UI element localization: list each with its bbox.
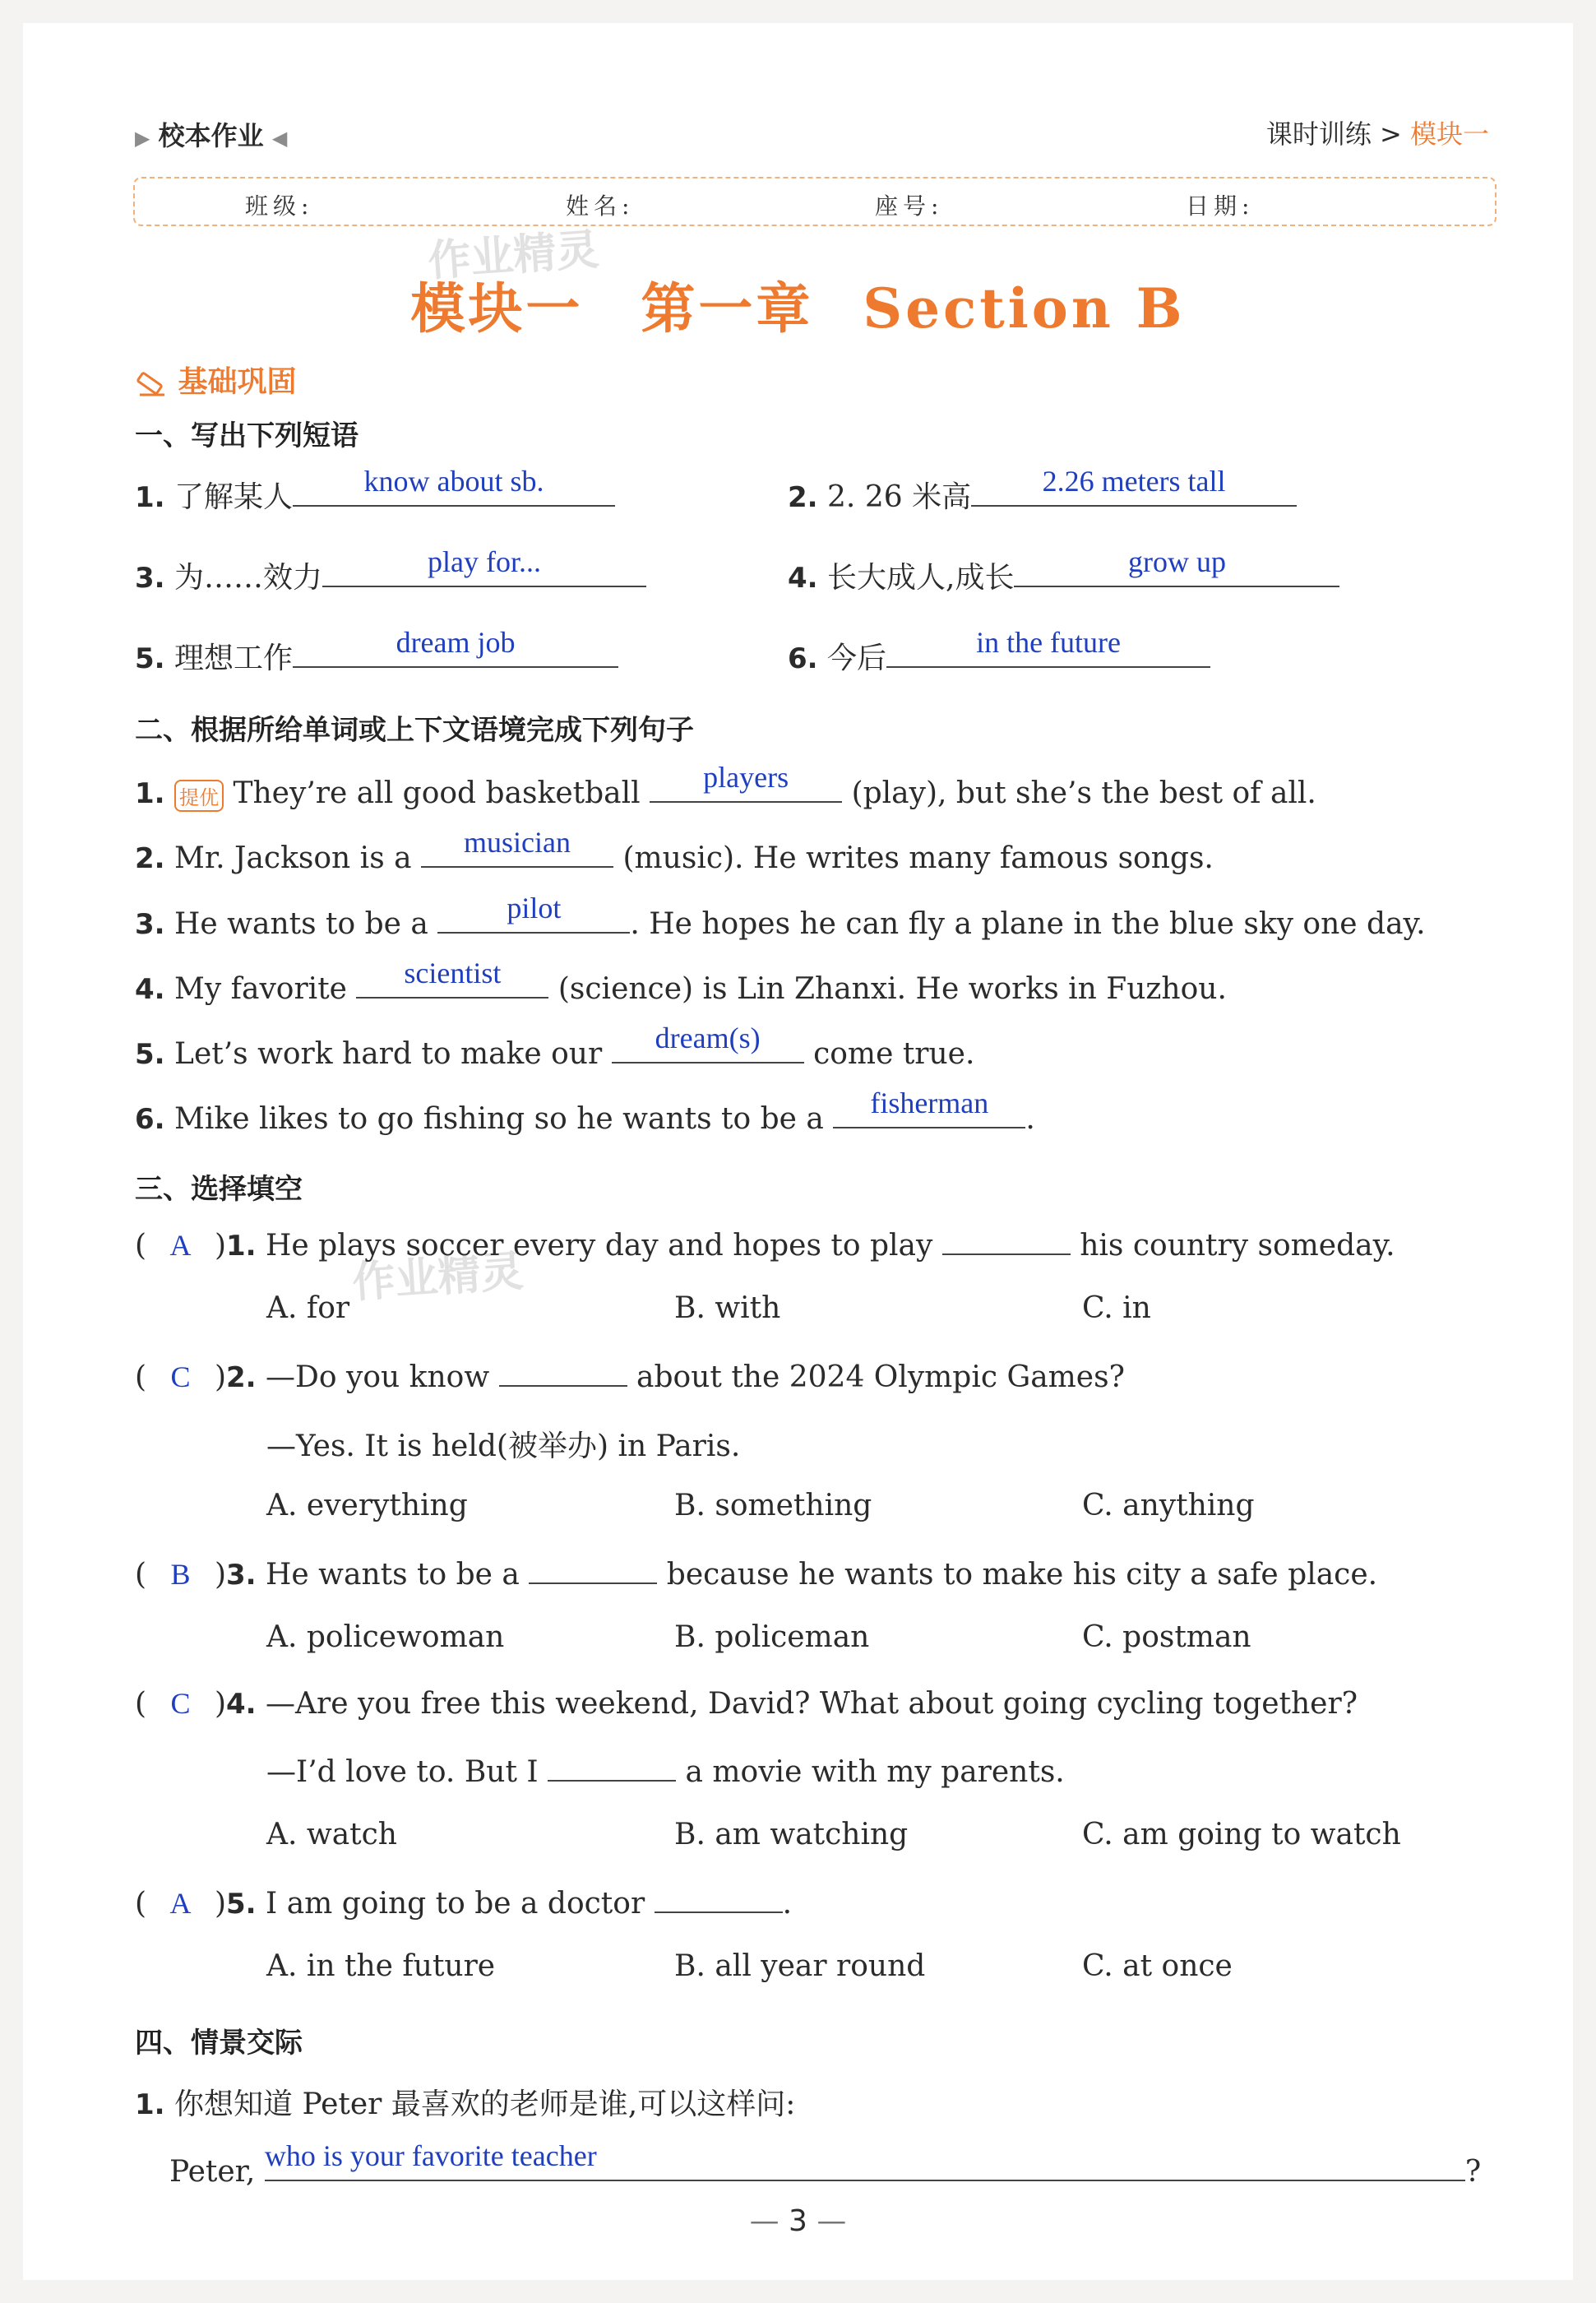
option-a[interactable]: A. in the future <box>266 1949 496 1983</box>
item-number: 4. <box>226 1688 257 1721</box>
s1-item <box>135 465 615 516</box>
answer-blank[interactable] <box>650 761 842 803</box>
question-line2: —Yes. It is held(被举办) in Paris. <box>266 1430 741 1463</box>
title-part2: 第一章 <box>641 277 814 341</box>
watermark: 作业精灵 <box>426 225 601 287</box>
answer-text: players <box>703 761 789 794</box>
item-number: 6. <box>135 1103 165 1136</box>
answer-blank[interactable] <box>1014 545 1339 587</box>
question-post: his country someday. <box>1080 1229 1395 1263</box>
paren-open: ( <box>135 1360 147 1394</box>
item-number: 5. <box>135 1038 165 1071</box>
header-right-module: 模块一 <box>1409 118 1489 150</box>
page-number-value: 3 <box>789 2204 807 2238</box>
question-line2 <box>266 1752 1065 1789</box>
question-pre: —Are you free this weekend, David? What about going cycling together? <box>266 1687 1358 1721</box>
question-blank <box>548 1752 676 1782</box>
option-b[interactable]: B. am watching <box>674 1818 909 1851</box>
question-pre: He plays soccer every day and hopes to play <box>266 1229 933 1263</box>
mc-answer[interactable]: C <box>170 1360 191 1393</box>
paren-close: ) <box>214 1558 226 1592</box>
answer-blank[interactable] <box>833 1087 1025 1128</box>
paren-close: ) <box>214 1229 226 1263</box>
question-pre: —Do you know <box>266 1360 490 1394</box>
answer-text: dream(s) <box>655 1022 761 1054</box>
triangle-left-icon: ◀ <box>271 127 288 150</box>
seat-label: 座号: <box>875 192 944 220</box>
answer-text: musician <box>464 826 571 859</box>
question-blank <box>499 1357 627 1387</box>
answer-text: 2.26 meters tall <box>1042 465 1226 498</box>
mc-answer[interactable]: B <box>170 1558 191 1591</box>
s2-item <box>135 826 1214 875</box>
mc-answer[interactable]: A <box>169 1887 192 1920</box>
item-number: 4. <box>135 973 165 1006</box>
option-c[interactable]: C. at once <box>1082 1949 1233 1983</box>
question-post: because he wants to make his city a safe place. <box>666 1558 1378 1592</box>
answer-text: in the future <box>976 626 1122 659</box>
page-number: — 3 — <box>749 2204 847 2238</box>
paren-open: ( <box>135 1229 147 1263</box>
answer-blank[interactable] <box>421 826 613 868</box>
paren-open: ( <box>135 1687 147 1721</box>
student-info-box <box>133 177 1497 226</box>
item-number: 1. <box>226 1230 257 1263</box>
answer-text: pilot <box>507 892 562 924</box>
answer-text: scientist <box>404 957 502 989</box>
item-question: 为……效力 <box>174 561 323 595</box>
answer-text: play for... <box>428 545 542 578</box>
s2-item <box>135 1022 975 1071</box>
mc-answer[interactable]: A <box>169 1229 192 1262</box>
answer-blank[interactable] <box>971 465 1297 507</box>
title-part3: Section B <box>863 276 1186 341</box>
answer-text: dream job <box>396 626 516 659</box>
pencil-icon <box>135 367 168 400</box>
triangle-right-icon: ▶ <box>135 127 150 150</box>
watermark: 作业精灵 <box>350 1246 525 1309</box>
answer-blank[interactable] <box>293 465 615 507</box>
header-left-label: 校本作业 <box>158 120 264 151</box>
item-number: 1. <box>135 2088 165 2121</box>
question-blank <box>942 1226 1071 1255</box>
title-part1: 模块一 <box>410 277 584 341</box>
paren-close: ) <box>214 1360 226 1394</box>
option-c[interactable]: C. anything <box>1082 1489 1255 1522</box>
question-pre: I am going to be a doctor <box>266 1887 645 1921</box>
s2-item <box>135 761 1316 812</box>
paren-close: ) <box>214 1687 226 1721</box>
item-number: 3. <box>226 1559 257 1592</box>
sentence-post: . <box>1025 1102 1035 1136</box>
s1-item <box>788 626 1210 677</box>
answer-blank[interactable] <box>437 892 630 934</box>
s2-item <box>135 1087 1035 1136</box>
s1-item <box>135 626 618 677</box>
option-a[interactable]: A. everything <box>266 1489 468 1522</box>
question-pre: He wants to be a <box>266 1558 520 1592</box>
answer-blank[interactable] <box>612 1022 804 1063</box>
header-left <box>135 115 287 153</box>
s2-item <box>135 892 1426 941</box>
section-title-text: 基础巩固 <box>178 365 297 399</box>
option-a[interactable]: A. watch <box>266 1818 397 1851</box>
item-question: 今后 <box>827 642 887 675</box>
item-number: 3. <box>135 562 165 595</box>
mc-question <box>135 1226 1395 1263</box>
mc-question <box>135 1686 1358 1721</box>
item-number: 3. <box>135 908 165 941</box>
answer-blank[interactable] <box>293 626 618 668</box>
sentence-pre: Let’s work hard to make our <box>174 1037 603 1071</box>
answer-end: ? <box>1464 2155 1482 2189</box>
item-number: 2. <box>226 1361 257 1394</box>
header-right-label: 课时训练 <box>1265 118 1372 150</box>
option-a[interactable]: A. policewoman <box>266 1620 505 1654</box>
s1-heading: 一、写出下列短语 <box>135 419 359 452</box>
s3-heading: 三、选择填空 <box>135 1173 303 1206</box>
item-number: 5. <box>135 642 165 675</box>
mc-question <box>135 1884 792 1921</box>
question-line2-post: a movie with my parents. <box>685 1755 1065 1789</box>
option-c[interactable]: C. in <box>1082 1291 1151 1325</box>
sentence-pre: Mike likes to go fishing so he wants to be a <box>174 1102 824 1136</box>
sentence-post: come true. <box>813 1037 975 1071</box>
class-label: 班级: <box>245 192 314 220</box>
option-b[interactable]: B. something <box>674 1489 872 1522</box>
mc-question <box>135 1555 1377 1592</box>
date-label: 日期: <box>1186 192 1255 220</box>
s4-prompt <box>135 2081 795 2123</box>
option-b[interactable]: B. all year round <box>674 1949 926 1983</box>
option-a[interactable]: A. for <box>266 1291 350 1325</box>
option-c[interactable]: C. am going to watch <box>1082 1818 1401 1851</box>
answer-lead: Peter, <box>169 2155 256 2189</box>
item-question: 长大成人,成长 <box>827 561 1015 595</box>
sentence-post: (music). He writes many famous songs. <box>622 841 1214 875</box>
question-post: . <box>782 1887 793 1921</box>
item-number: 2. <box>135 842 165 875</box>
mc-question <box>135 1357 1125 1394</box>
item-number: 6. <box>788 642 818 675</box>
item-number: 1. <box>135 777 165 810</box>
item-question: 2. 26 米高 <box>827 480 972 514</box>
paren-open: ( <box>135 1558 147 1592</box>
sentence-pre: Mr. Jackson is a <box>174 841 412 875</box>
prompt-text: 你想知道 Peter 最喜欢的老师是谁,可以这样问: <box>174 2088 796 2121</box>
item-number: 4. <box>788 562 818 595</box>
item-number: 5. <box>226 1888 257 1921</box>
header-right-sep: > <box>1380 118 1402 150</box>
s1-item <box>788 545 1339 596</box>
option-b[interactable]: B. policeman <box>674 1620 870 1654</box>
option-c[interactable]: C. postman <box>1082 1620 1251 1654</box>
item-number: 1. <box>135 481 165 514</box>
question-post: about the 2024 Olympic Games? <box>636 1360 1125 1394</box>
s2-heading: 二、根据所给单词或上下文语境完成下列句子 <box>135 714 694 747</box>
section-title <box>135 359 297 401</box>
s2-item <box>135 957 1227 1006</box>
sentence-pre: He wants to be a <box>174 907 428 941</box>
mc-answer[interactable]: C <box>170 1687 191 1720</box>
paren-open: ( <box>135 1887 147 1921</box>
answer-text: grow up <box>1127 545 1226 578</box>
question-blank <box>529 1555 657 1584</box>
s4-answer-line <box>169 2139 1482 2189</box>
question-line2-pre: —I’d love to. But I <box>266 1755 539 1789</box>
item-question: 理想工作 <box>174 642 294 675</box>
item-number: 2. <box>788 481 818 514</box>
paren-close: ) <box>214 1887 226 1921</box>
answer-blank[interactable] <box>264 2139 1465 2181</box>
answer-blank[interactable] <box>356 957 548 999</box>
header-right <box>1266 114 1489 151</box>
answer-text: know about sb. <box>363 465 544 498</box>
sentence-post: . He hopes he can fly a plane in the blue sky one day. <box>630 907 1426 941</box>
option-b[interactable]: B. with <box>674 1291 781 1325</box>
answer-text: fisherman <box>870 1087 989 1119</box>
question-blank <box>655 1884 783 1913</box>
s1-item <box>788 465 1297 516</box>
sentence-post: (science) is Lin Zhanxi. He works in Fuzhou. <box>557 972 1227 1006</box>
advanced-tag: 提优 <box>174 780 224 812</box>
sentence-post: (play), but she’s the best of all. <box>851 776 1316 810</box>
answer-text: who is your favorite teacher <box>264 2139 597 2172</box>
page-title <box>0 265 1596 343</box>
answer-blank[interactable] <box>886 626 1210 668</box>
answer-blank[interactable] <box>322 545 646 587</box>
sentence-pre: My favorite <box>174 972 347 1006</box>
s1-item <box>135 545 646 596</box>
sentence-pre: They’re all good basketball <box>233 776 641 810</box>
item-question: 了解某人 <box>174 480 294 514</box>
name-label: 姓名: <box>566 192 635 220</box>
s4-heading: 四、情景交际 <box>135 2027 303 2060</box>
